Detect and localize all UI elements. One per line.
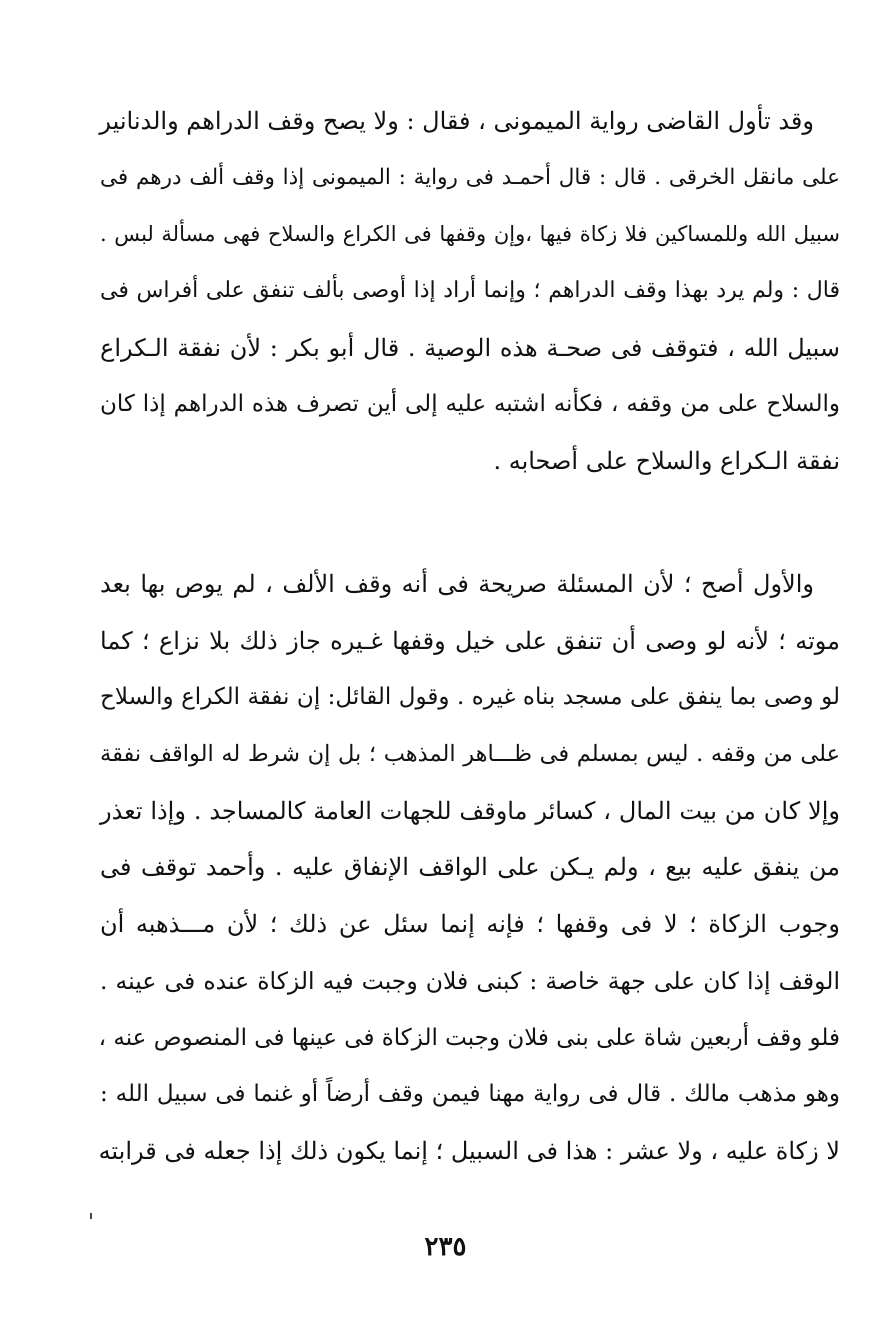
text-line: وقد تأول القاضى رواية الميمونى ، فقال : ولا يصح وقف الدراهم والدنانير <box>99 107 814 135</box>
text-line: الوقف إذا كان على جهة خاصة : كبنى فلان وجبت فيه الزكاة عنده فى عينه . <box>100 966 840 995</box>
text-line: موته ؛ لأنه لو وصى أن تنفق على خيل وقفها غـيره جاز ذلك بلا نزاع ؛ كما <box>100 626 840 655</box>
text-line: فلو وقف أربعين شاة على بنى فلان وجبت الزكاة فى عينها فى المنصوص عنه ، <box>98 1024 840 1051</box>
text-line: من ينفق عليه بيع ، ولم يـكن على الواقف الإنفاق عليه . وأحمد توقف فى <box>100 853 840 882</box>
text-line: نفقة الـكراع والسلاح على أصحابه . <box>493 447 840 476</box>
text-line: على من وقفه . ليس بمسلم فى ظـــاهر المذهب ؛ بل إن شرط له الواقف نفقة <box>100 741 840 768</box>
page-number: ٢٣٥ <box>424 1232 467 1262</box>
text-line: لو وصى بما ينفق على مسجد بناه غيره . وقول القائل: إن نفقة الكراع والسلاح <box>100 684 840 711</box>
text-line: قال : ولم يرد بهذا وقف الدراهم ؛ وإنما أراد إذا أوصى بألف تنفق على أفراس فى <box>100 278 840 304</box>
text-line: سبيل الله وللمساكين فلا زكاة فيها ،وإن وقفها فى الكراع والسلاح فهى مسألة لبس . <box>100 222 840 247</box>
text-line: وجوب الزكاة ؛ لا فى وقفها ؛ فإنه إنما سئل عن ذلك ؛ لأن مـــذهبه أن <box>100 910 840 939</box>
text-line: والأول أصح ؛ لأن المسئلة صريحة فى أنه وقف الألف ، لم يوص بها بعد <box>100 570 814 598</box>
text-line: وإلا كان من بيت المال ، كسائر ماوقف للجهات العامة كالمساجد . وإذا تعذر <box>100 796 840 825</box>
text-line: سبيل الله ، فتوقف فى صحـة هذه الوصية . قال أبو بكر : لأن نفقة الـكراع <box>100 333 841 362</box>
text-line: وهو مذهب مالك . قال فى رواية مهنا فيمن وقف أرضاً أو غنما فى سبيل الله : <box>100 1081 840 1108</box>
text-line: على مانقل الخرقى . قال : قال أحمـد فى رواية : الميمونى إذا وقف ألف درهم فى <box>100 164 840 190</box>
paragraph-1 <box>100 93 840 490</box>
margin-mark <box>90 1213 92 1219</box>
text-line: لا زكاة عليه ، ولا عشر : هذا فى السبيل ؛ إنما يكون ذلك إذا جعله فى قرابته <box>98 1136 840 1165</box>
paragraph-2 <box>100 556 840 1180</box>
text-line: والسلاح على من وقفه ، فكأنه اشتبه عليه إلى أين تصرف هذه الدراهم إذا كان <box>100 391 840 418</box>
